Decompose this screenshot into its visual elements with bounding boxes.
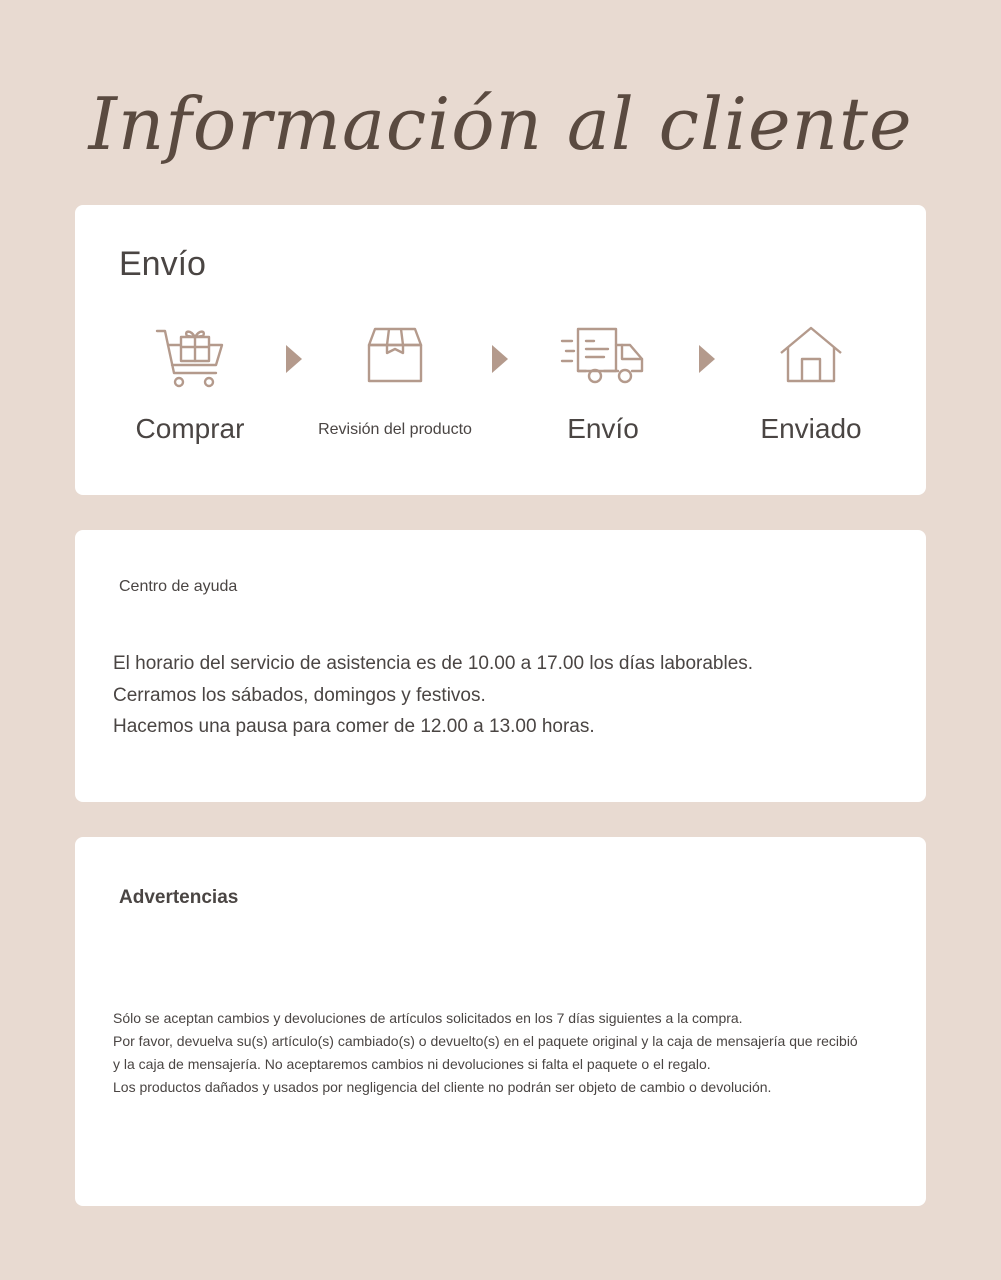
house-icon [778, 325, 844, 387]
warning-line: Los productos dañados y usados por negligencia del cliente no podrán ser objeto de cambio o devolución. [113, 1079, 772, 1095]
shopping-cart-gift-icon [154, 325, 226, 391]
shipping-heading: Envío [119, 245, 206, 283]
step-shipping [503, 325, 703, 465]
step-review [295, 325, 495, 465]
warnings-heading: Advertencias [119, 887, 239, 908]
warning-line: Sólo se aceptan cambios y devoluciones de artículos solicitados en los 7 días siguientes a la compra. [113, 1010, 743, 1026]
warnings-text [113, 1007, 903, 1099]
step-purchase [90, 325, 290, 465]
help-center-text [113, 648, 893, 743]
help-line: Hacemos una pausa para comer de 12.00 a 13.00 horas. [113, 716, 595, 737]
warnings-card [75, 837, 926, 1206]
package-box-icon [365, 325, 425, 387]
step-label-delivered: Enviado [760, 413, 862, 444]
warning-line: y la caja de mensajería. No aceptaremos cambios ni devoluciones si falta el paquete o el regalo. [113, 1056, 711, 1072]
step-delivered [711, 325, 911, 465]
step-label-review: Revisión del producto [318, 421, 472, 438]
help-center-card [75, 530, 926, 802]
delivery-truck-icon [560, 325, 646, 387]
shipping-card [75, 205, 926, 495]
page-title: Información al cliente [88, 82, 913, 166]
warning-line: Por favor, devuelva su(s) artículo(s) cambiado(s) o devuelto(s) en el paquete original y la caja de mensajería que recibió [113, 1033, 858, 1049]
help-center-heading: Centro de ayuda [119, 578, 238, 595]
help-line: Cerramos los sábados, domingos y festivos. [113, 684, 486, 706]
help-line: El horario del servicio de asistencia es de 10.00 a 17.00 los días laborables. [113, 653, 754, 674]
step-label-shipping: Envío [567, 413, 639, 444]
step-label-purchase: Comprar [135, 413, 245, 444]
